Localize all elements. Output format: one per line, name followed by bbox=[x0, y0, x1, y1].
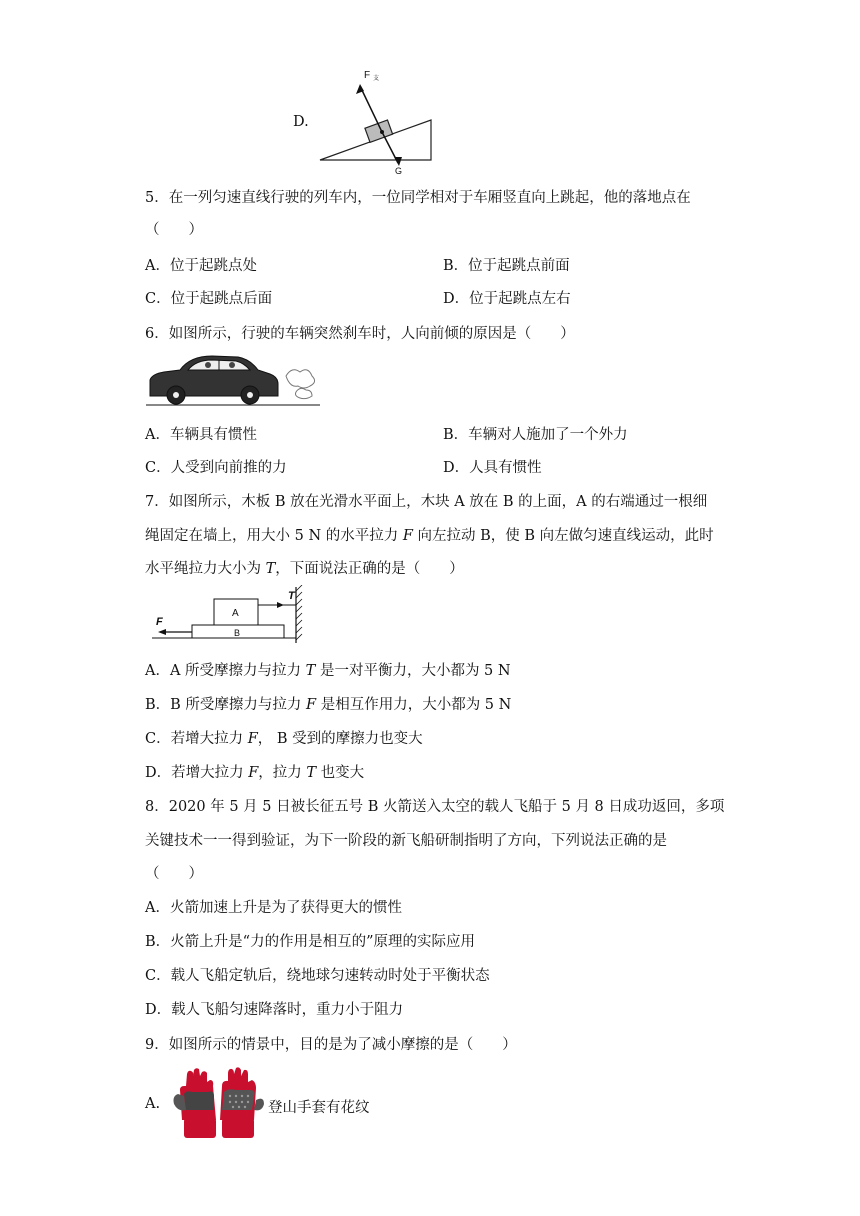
block-on-incline bbox=[365, 120, 393, 142]
q7-stem-line1: 7．如图所示，木板 B 放在光滑水平面上，木块 A 放在 B 的上面，A 的右端通过一根细 bbox=[145, 494, 708, 510]
q6-option-a: A．车辆具有惯性 bbox=[145, 427, 257, 443]
q8-stem-line3: （ ） bbox=[145, 866, 203, 882]
q6-stem: 6．如图所示，行驶的车辆突然刹车时，人向前倾的原因是（ ） bbox=[145, 326, 575, 342]
block-a-label: A bbox=[232, 608, 239, 619]
q7-option-b: B．B 所受摩擦力与拉力 F 是相互作用力，大小都为 5 N bbox=[145, 697, 512, 713]
q9-stem: 9．如图所示的情景中，目的是为了减小摩擦的是（ ） bbox=[145, 1037, 517, 1053]
gravity-label: G bbox=[395, 166, 403, 176]
support-force-subscript: 支 bbox=[373, 76, 380, 82]
q7-option-a: A．A 所受摩擦力与拉力 T 是一对平衡力，大小都为 5 N bbox=[145, 663, 511, 679]
q8-option-b: B．火箭上升是“力的作用是相互的”原理的实际应用 bbox=[145, 934, 475, 950]
support-force-label: F bbox=[364, 70, 371, 81]
exhaust-smoke bbox=[286, 370, 315, 388]
q6-option-d: D．人具有惯性 bbox=[443, 460, 542, 476]
q5-option-a: A．位于起跳点处 bbox=[145, 258, 257, 274]
tension-label: T bbox=[288, 590, 295, 602]
q5-option-b: B．位于起跳点前面 bbox=[443, 258, 570, 274]
q5-option-c: C．位于起跳点后面 bbox=[145, 291, 273, 307]
q8-option-d: D．载人飞船匀速降落时，重力小于阻力 bbox=[145, 1002, 404, 1018]
q7-option-d: D．若增大拉力 F，拉力 T 也变大 bbox=[145, 765, 365, 781]
q6-option-c: C．人受到向前推的力 bbox=[145, 460, 287, 476]
q7-stem-line3: 水平绳拉力大小为 T，下面说法正确的是（ ） bbox=[145, 561, 464, 577]
q8-option-c: C．载人飞船定轨后，绕地球匀速转动时处于平衡状态 bbox=[145, 968, 490, 984]
q9-option-a-label: A. bbox=[145, 1096, 161, 1112]
support-force-arrow bbox=[360, 86, 382, 132]
q5-stem-line1: 5．在一列匀速直线行驶的列车内，一位同学相对于车厢竖直向上跳起，他的落地点在 bbox=[145, 190, 691, 206]
q6-braking-car-figure bbox=[146, 350, 320, 408]
driver-head bbox=[205, 362, 211, 368]
q9-option-a-text: 登山手套有花纹 bbox=[268, 1100, 370, 1116]
left-glove bbox=[174, 1068, 217, 1138]
board-b-label: B bbox=[234, 628, 241, 638]
q6-option-b: B．车辆对人施加了一个外力 bbox=[443, 427, 628, 443]
q4-incline-figure bbox=[318, 64, 438, 176]
force-label: F bbox=[156, 616, 163, 628]
q7-blocks-figure bbox=[148, 585, 316, 647]
q5-stem-line2: （ ） bbox=[145, 222, 203, 238]
q5-option-d: D．位于起跳点左右 bbox=[443, 291, 571, 307]
tension-arrowhead bbox=[277, 602, 284, 608]
passenger-head bbox=[229, 362, 235, 368]
q8-option-a: A．火箭加速上升是为了获得更大的惯性 bbox=[145, 900, 402, 916]
right-glove bbox=[220, 1067, 264, 1138]
q9-gloves-image bbox=[170, 1066, 268, 1140]
q8-stem-line2: 关键技术一一得到验证，为下一阶段的新飞船研制指明了方向，下列说法正确的是 bbox=[145, 833, 667, 849]
q4-option-d-label: D. bbox=[293, 114, 309, 130]
q7-stem-line2: 绳固定在墙上，用大小 5 N 的水平拉力 F 向左拉动 B，使 B 向左做匀速直线运动，此时 bbox=[145, 528, 714, 544]
q8-stem-line1: 8．2020 年 5 月 5 日被长征五号 B 火箭送入太空的载人飞船于 5 月 8 日成功返回，多项 bbox=[145, 799, 725, 815]
q7-option-c: C．若增大拉力 F， B 受到的摩擦力也变大 bbox=[145, 731, 423, 747]
